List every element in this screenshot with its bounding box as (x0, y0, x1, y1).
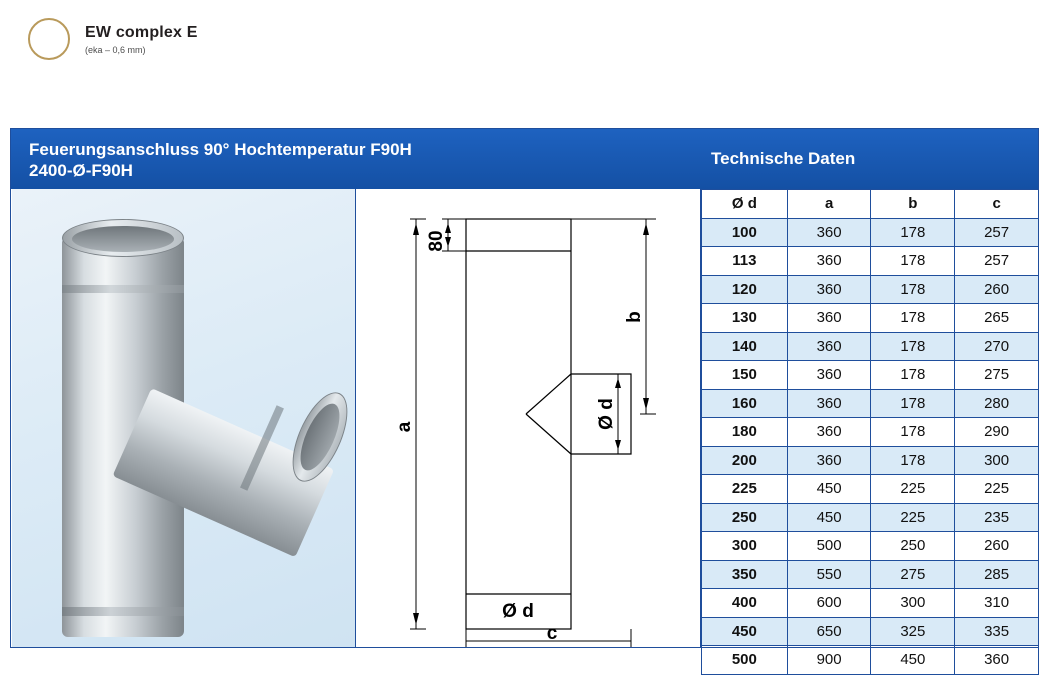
cell-diameter: 400 (702, 589, 788, 618)
cell-value: 257 (955, 247, 1039, 276)
cell-value: 360 (787, 446, 871, 475)
brand-title: EW complex E (85, 24, 198, 41)
cell-diameter: 100 (702, 218, 788, 247)
cell-diameter: 250 (702, 503, 788, 532)
cell-value: 178 (871, 247, 955, 276)
cell-value: 450 (871, 646, 955, 675)
product-photo (12, 189, 355, 647)
cell-value: 360 (787, 389, 871, 418)
spec-table (701, 189, 1039, 675)
table-row (702, 560, 1039, 589)
cell-value: 225 (955, 475, 1039, 504)
cell-diameter: 500 (702, 646, 788, 675)
cell-diameter: 300 (702, 532, 788, 561)
cell-value: 178 (871, 304, 955, 333)
table-row (702, 446, 1039, 475)
cell-value: 360 (787, 247, 871, 276)
table-row (702, 275, 1039, 304)
col-header-a: a (787, 190, 871, 219)
cell-value: 257 (955, 218, 1039, 247)
cell-diameter: 140 (702, 332, 788, 361)
table-header-row (702, 190, 1039, 219)
cell-value: 178 (871, 389, 955, 418)
cell-value: 450 (787, 503, 871, 532)
table-row (702, 418, 1039, 447)
table-row (702, 617, 1039, 646)
cell-value: 275 (871, 560, 955, 589)
cell-value: 360 (787, 361, 871, 390)
dim-a-label: a (394, 421, 415, 433)
cell-value: 260 (955, 275, 1039, 304)
spec-table-wrap (701, 189, 1039, 669)
cell-diameter: 130 (702, 304, 788, 333)
dim-c-label: c (546, 623, 558, 644)
col-header-d: Ø d (702, 190, 788, 219)
dim-d-branch-label: Ø d (596, 398, 617, 430)
cell-value: 270 (955, 332, 1039, 361)
dim-d-bottom-label: Ø d (502, 601, 534, 622)
cell-value: 265 (955, 304, 1039, 333)
circle-outline-icon (28, 18, 70, 60)
panel-title (29, 139, 669, 181)
technical-data-title: Technische Daten (711, 149, 856, 168)
col-header-b: b (871, 190, 955, 219)
cell-value: 300 (871, 589, 955, 618)
cell-value: 178 (871, 218, 955, 247)
cell-value: 280 (955, 389, 1039, 418)
cell-value: 178 (871, 418, 955, 447)
cell-diameter: 450 (702, 617, 788, 646)
cell-diameter: 113 (702, 247, 788, 276)
product-panel (10, 128, 1039, 669)
cell-value: 600 (787, 589, 871, 618)
technical-drawing (356, 189, 700, 647)
cell-value: 290 (955, 418, 1039, 447)
cell-value: 500 (787, 532, 871, 561)
cell-value: 178 (871, 361, 955, 390)
cell-value: 275 (955, 361, 1039, 390)
cell-value: 250 (871, 532, 955, 561)
cell-value: 310 (955, 589, 1039, 618)
cell-value: 325 (871, 617, 955, 646)
cell-value: 285 (955, 560, 1039, 589)
cell-diameter: 160 (702, 389, 788, 418)
cell-value: 178 (871, 446, 955, 475)
table-row (702, 218, 1039, 247)
cell-value: 360 (955, 646, 1039, 675)
pipe-seam-bottom (62, 607, 184, 616)
panel-title-line1: Feuerungsanschluss 90° Hochtemperatur F90H (29, 140, 412, 159)
dim-80-label: 80 (426, 230, 447, 252)
drawing-svg (356, 189, 700, 647)
cell-diameter: 120 (702, 275, 788, 304)
cell-diameter: 200 (702, 446, 788, 475)
cell-value: 178 (871, 332, 955, 361)
table-row (702, 532, 1039, 561)
cell-value: 225 (871, 475, 955, 504)
cell-value: 178 (871, 275, 955, 304)
table-row (702, 475, 1039, 504)
cell-value: 550 (787, 560, 871, 589)
cell-value: 235 (955, 503, 1039, 532)
cell-diameter: 225 (702, 475, 788, 504)
dim-b-label: b (624, 311, 645, 323)
cell-value: 360 (787, 332, 871, 361)
cell-value: 360 (787, 304, 871, 333)
table-row (702, 247, 1039, 276)
col-header-c: c (955, 190, 1039, 219)
table-row (702, 503, 1039, 532)
cell-value: 360 (787, 418, 871, 447)
cell-diameter: 180 (702, 418, 788, 447)
cell-value: 360 (787, 275, 871, 304)
table-row (702, 361, 1039, 390)
cell-value: 650 (787, 617, 871, 646)
pipe-seam-top (62, 285, 184, 293)
cell-value: 900 (787, 646, 871, 675)
cell-value: 300 (955, 446, 1039, 475)
table-row (702, 589, 1039, 618)
table-row (702, 332, 1039, 361)
cell-value: 450 (787, 475, 871, 504)
table-row (702, 304, 1039, 333)
brand-subtitle: (eka – 0,6 mm) (85, 45, 146, 55)
cell-value: 225 (871, 503, 955, 532)
table-row (702, 389, 1039, 418)
panel-titlebar (11, 129, 1038, 189)
cell-value: 260 (955, 532, 1039, 561)
panel-title-line2: 2400-Ø-F90H (29, 161, 133, 180)
pipe-top-bore (72, 226, 174, 252)
cell-value: 335 (955, 617, 1039, 646)
cell-value: 360 (787, 218, 871, 247)
cell-diameter: 150 (702, 361, 788, 390)
cell-diameter: 350 (702, 560, 788, 589)
brand-header (0, 0, 1049, 110)
